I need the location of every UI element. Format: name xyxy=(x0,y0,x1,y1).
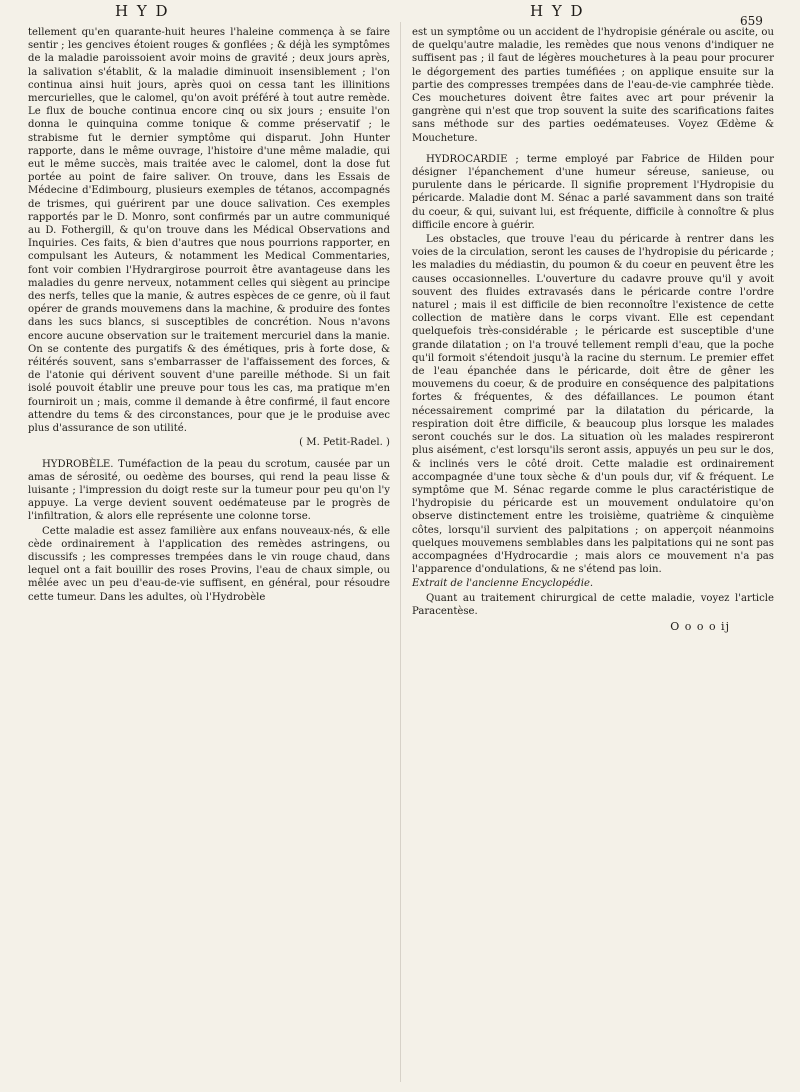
source-note: Extrait de l'ancienne Encyclopédie. xyxy=(412,578,594,590)
entry-hydrobele: HYDROBÈLE. Tuméfaction de la peau du scrotum, causée par un amas de sérosité, ou oedème des bourses, qui rend la peau lisse & luisante ; l'impression du doigt reste sur la tumeur pour peu qu'on l'y appuye. La verge devient souvent oedémateuse par le progrès de l'infiltration, & alors elle représente une colonne torse. xyxy=(28,458,390,523)
right-column xyxy=(412,26,774,633)
paragraph-hydrobele-continued: est un symptôme ou un accident de l'hydropisie générale ou ascite, ou de quelqu'autre maladie, les remèdes que nous venons d'indiquer ne suffisent pas ; il faut de légères mouchetures à la peau pour procurer le dégorgement des parties tuméfiées ; on applique ensuite sur la partie des compresses trempées dans de l'eau-de-vie camphrée tiède. Ces mouchetures doivent être faites avec art pour prévenir la gangrène qui n'est que trop souvent la suite des scarifications faites sans méthode sur des parties oedémateuses. Voyez Œdème & Moucheture. xyxy=(412,27,774,144)
entry-hydrocardie: HYDROCARDIE ; terme employé par Fabrice de Hilden pour désigner l'épanchement d'une humeur séreuse, sanieuse, ou purulente dans le péricarde. Il signifie proprement l'Hydropisie du péricarde. Maladie dont M. Sénac a parlé savamment dans son traité du coeur, & qui, suivant lui, est fréquente, difficile à connoître & plus difficile encore à guérir. xyxy=(412,153,774,231)
page-number: 659 xyxy=(740,14,763,28)
paragraph-hydrocardie-description: Les obstacles, que trouve l'eau du péricarde à rentrer dans les voies de la circulation, seront les causes de l'hydropisie du péricarde ; les maladies du médiastin, du poumon & du coeur en peuvent être les causes occasionnelles. L'ouverture du cadavre prouve qu'il y avoit souvent des fluides extravasés dans le péricarde contre l'ordre naturel ; mais il est difficile de bien reconnoître l'existence de cette collection de matière dans le corps vivant. Elle est cependant quelquefois très-considérable ; le péricarde est susceptible d'une grande dilatation ; on l'a trouvé tellement rempli d'eau, que la poche qu'il formoit s'étendoit jusqu'à la racine du sternum. Le premier effet de l'eau épanchée dans le péricarde, doit être de gêner les mouvemens du coeur, & de produire en conséquence des palpitations fortes & fréquentes, & des défaillances. Le poumon étant nécessairement comprimé par la dilatation du péricarde, la respiration doit être difficile, & beaucoup plus lorsque les malades seront couchés sur le dos. La situation où les malades respireront plus aisément, c'est lorsqu'ils seront assis, appuyés un peu sur le dos, & inclinés vers le côté droit. Cette maladie est ordinairement accompagnée d'une toux sèche & d'un pouls dur, vif & fréquent. Le symptôme que M. Sénac regarde comme le plus caractéristique de l'hydropisie du péricarde est un mouvement ondulatoire qu'on observe distinctement entre les troisième, quatrième & cinquième côtes, lorsqu'il survient des palpitations ; on apperçoit néanmoins quelques mouvemens semblables dans les palpitations qui ne sont pas accompagnées d'Hydrocardie ; mais alors ce mouvement n'a pas l'apparence d'ondulations, & ne s'étend pas loin. xyxy=(412,234,774,576)
running-head-right: H Y D xyxy=(530,2,585,20)
running-head-left: H Y D xyxy=(115,2,170,20)
left-column xyxy=(28,26,390,605)
paragraph-hydrobele-treatment: Cette maladie est assez familière aux enfans nouveaux-nés, & elle cède ordinairement à l'application des remèdes astringens, ou discussifs ; les compresses trempées dans le vin rouge chaud, dans lequel ont a fait bouillir des roses Provins, l'eau de chaux simple, ou mêlée avec un peu d'eau-de-vie suffisent, en général, pour résoudre cette tumeur. Dans les adultes, où l'Hydrobèle xyxy=(28,525,390,603)
paragraph-continued: tellement qu'en quarante-huit heures l'haleine commença à se faire sentir ; les gencives étoient rouges & gonflées ; & déjà les symptômes de la maladie paroissoient avoir moins de gravité ; deux jours après, la salivation s'établit, & la maladie diminuoit insensiblement ; l'on continua ainsi huit jours, après quoi on cessa tant les illinitions mercurielles, que le calomel, qu'on avoit préféré à tout autre remède. Le flux de bouche continua encore cinq ou six jours ; ensuite l'on donna le quinquina comme tonique & comme préservatif ; le strabisme fut le dernier symptôme qui disparut. John Hunter rapporte, dans le même ouvrage, l'histoire d'une même maladie, qui eut le même succès, mais traitée avec le calomel, dont la dose fut portée au point de faire saliver. On trouve, dans les Essais de Médecine d'Edimbourg, plusieurs exemples de tétanos, accompagnés de trismes, qui guérirent par une douce salivation. Ces exemples rapportés par le D. Monro, sont confirmés par un autre communiqué au D. Fothergill, & qu'on trouve dans les Médical Observations and Inquiries. Ces faits, & bien d'autres que nous pourrions rapporter, en compulsant les Auteurs, & notamment les Medical Commentaries, font voir combien l'Hydrargirose pourroit être avantageuse dans les maladies du genre nerveux, notamment celles qui siègent au principe des nerfs, telles que la manie, & autres espèces de ce genre, où il faut opérer de grands mouvemens dans la machine, & produire des fontes dans les sucs blancs, si susceptibles de concrétion. Nous n'avons encore aucune observation sur le traitement mercuriel dans la manie. On se contente des purgatifs & des émétiques, pris à forte dose, & réitérés souvent, sans s'embarrasser de l'affaissement des forces, & de l'atonie qui dérivent souvent d'une pareille méthode. Si un fait isolé pouvoit établir une preuve pour tous les cas, ma pratique m'en fourniroit un ; mais, comme il demande à être confirmé, il faut encore attendre du tems & des circonstances, pour que je le produise avec plus d'assurance de son utilité. xyxy=(28,27,390,435)
author-signature: ( M. Petit-Radel. ) xyxy=(299,437,390,449)
signature-mark: O o o o ij xyxy=(670,619,730,633)
column-divider xyxy=(400,22,401,1082)
paragraph-hydrocardie-treatment: Quant au traitement chirurgical de cette maladie, voyez l'article Paracentèse. xyxy=(412,592,774,617)
